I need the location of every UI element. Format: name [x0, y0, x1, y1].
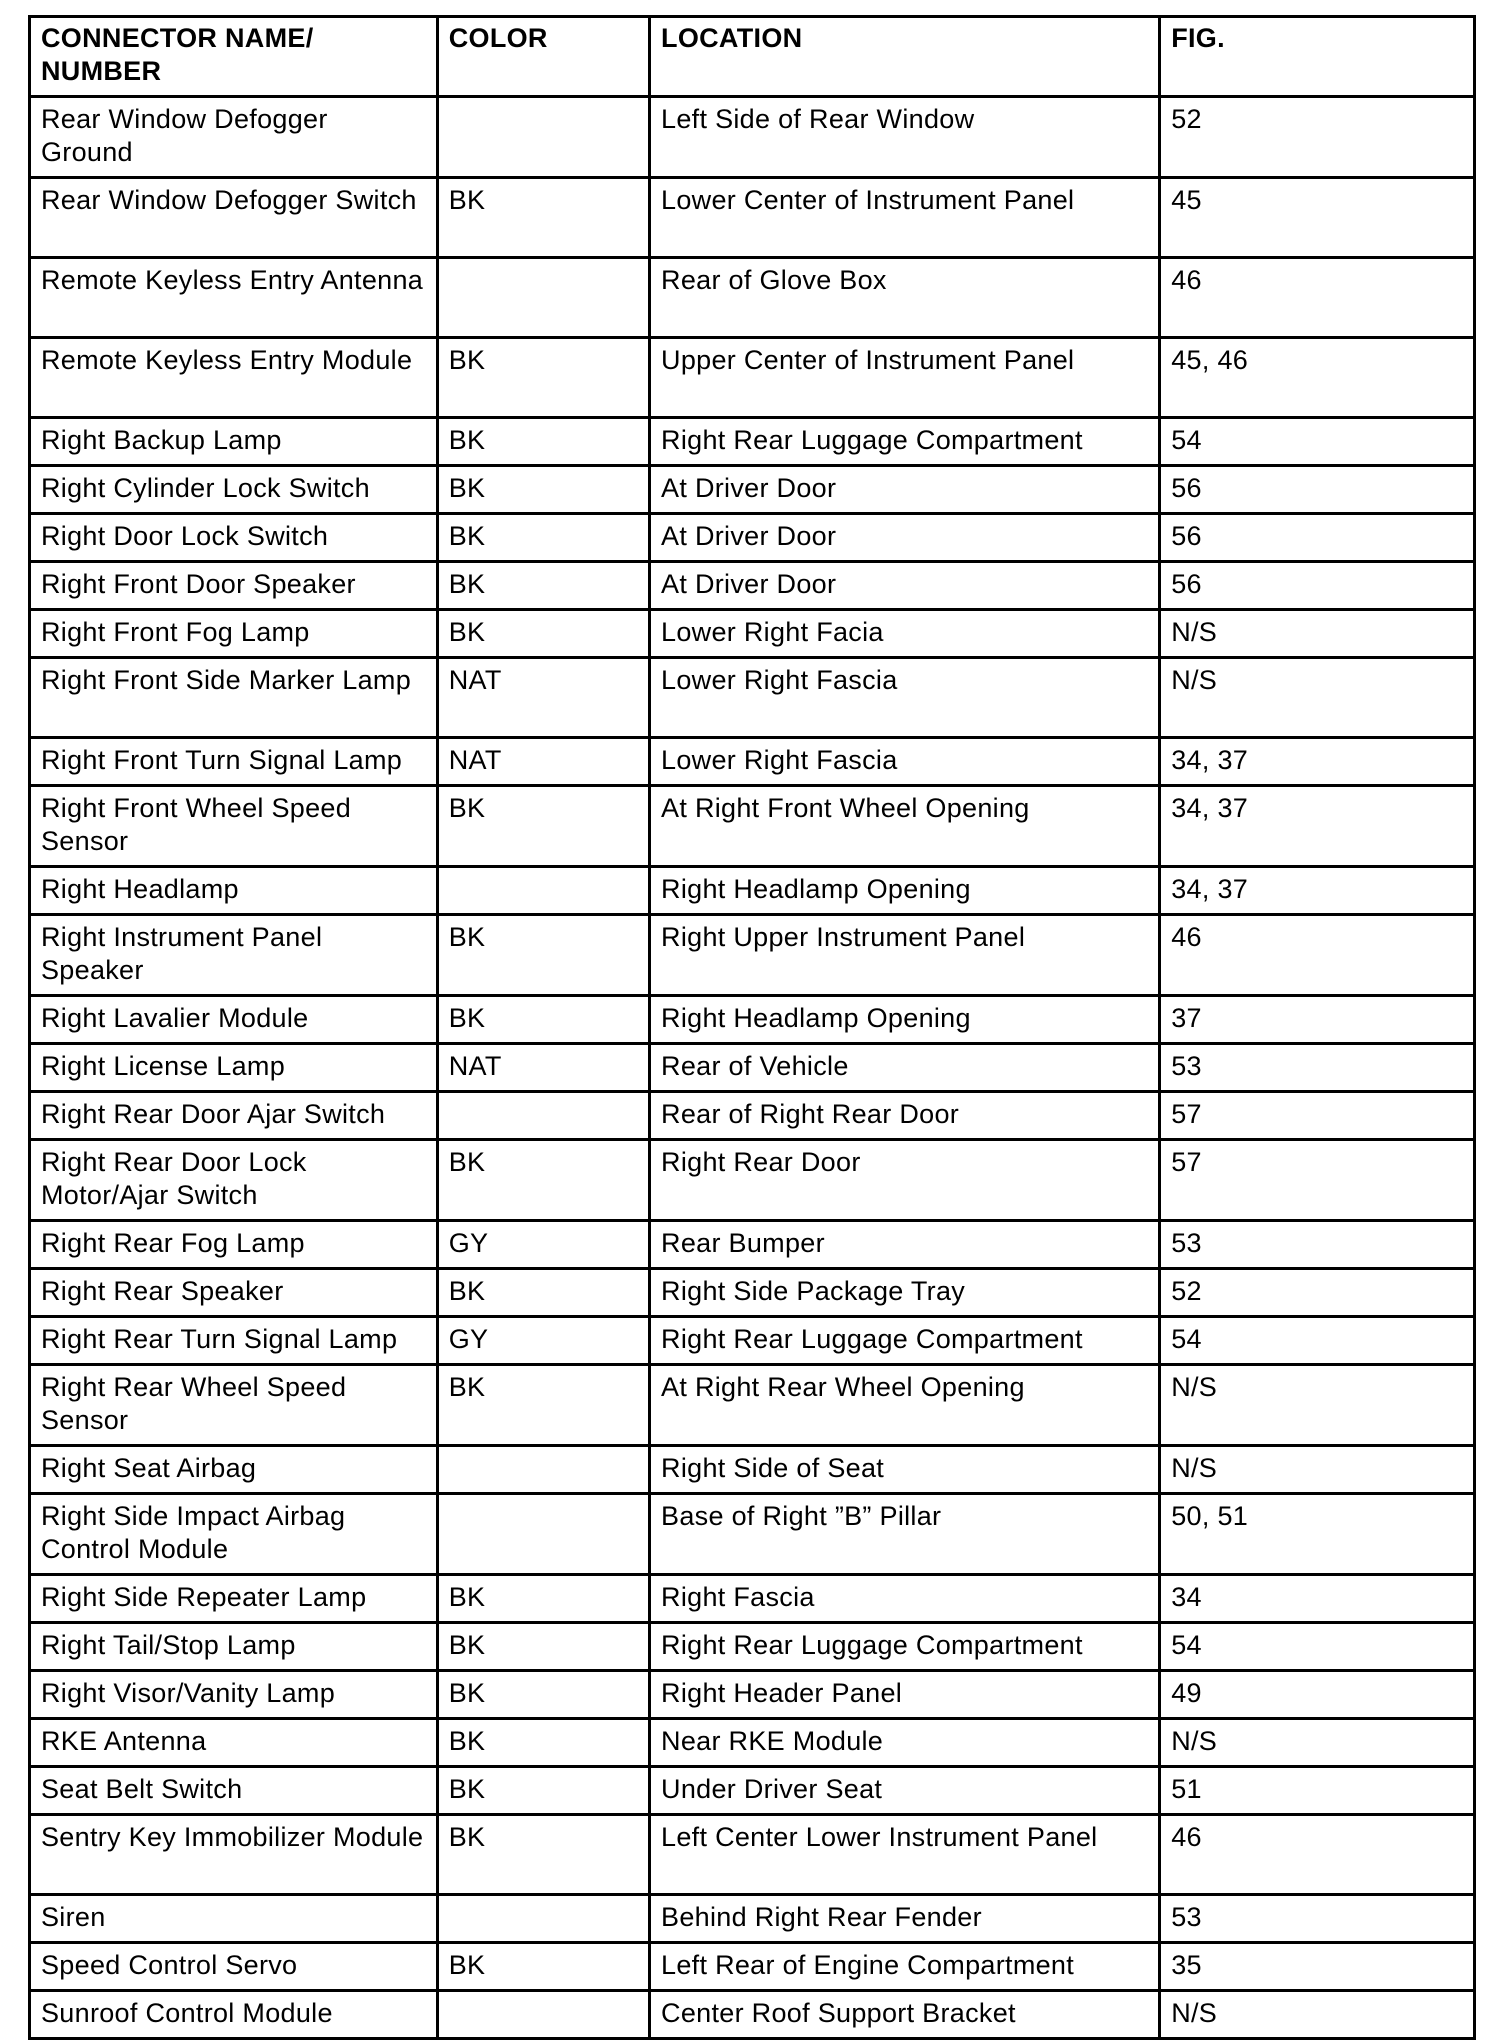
cell-color: BK	[437, 1365, 649, 1446]
cell-color: BK	[437, 514, 649, 562]
cell-connector-name: Speed Control Servo	[30, 1943, 438, 1991]
cell-connector-name: Right Rear Fog Lamp	[30, 1221, 438, 1269]
table-row	[30, 1044, 1475, 1092]
cell-fig: 56	[1160, 514, 1475, 562]
cell-fig: 53	[1160, 1044, 1475, 1092]
cell-fig: 45	[1160, 178, 1475, 258]
cell-color: BK	[437, 338, 649, 418]
cell-color	[437, 1991, 649, 2039]
cell-fig: 54	[1160, 1317, 1475, 1365]
cell-location: Left Center Lower Instrument Panel	[650, 1815, 1160, 1895]
cell-color: GY	[437, 1221, 649, 1269]
cell-location: At Driver Door	[650, 562, 1160, 610]
cell-location: Behind Right Rear Fender	[650, 1895, 1160, 1943]
table-row	[30, 996, 1475, 1044]
cell-fig: 56	[1160, 466, 1475, 514]
table-row	[30, 1719, 1475, 1767]
cell-color: BK	[437, 562, 649, 610]
cell-location: Right Side of Seat	[650, 1446, 1160, 1494]
table-body	[30, 97, 1475, 2039]
cell-connector-name: Remote Keyless Entry Module	[30, 338, 438, 418]
cell-location: At Right Front Wheel Opening	[650, 786, 1160, 867]
cell-connector-name: Siren	[30, 1895, 438, 1943]
cell-fig: 34, 37	[1160, 738, 1475, 786]
cell-fig: 34, 37	[1160, 786, 1475, 867]
cell-connector-name: Right Front Turn Signal Lamp	[30, 738, 438, 786]
table-row	[30, 562, 1475, 610]
cell-connector-name: Remote Keyless Entry Antenna	[30, 258, 438, 338]
cell-connector-name: Sunroof Control Module	[30, 1991, 438, 2039]
table-row	[30, 418, 1475, 466]
cell-connector-name: Sentry Key Immobilizer Module	[30, 1815, 438, 1895]
cell-color: BK	[437, 786, 649, 867]
table-row	[30, 786, 1475, 867]
cell-connector-name: Right Headlamp	[30, 867, 438, 915]
cell-fig: N/S	[1160, 1719, 1475, 1767]
table-row	[30, 1269, 1475, 1317]
cell-location: At Driver Door	[650, 514, 1160, 562]
cell-fig: 52	[1160, 97, 1475, 178]
cell-color: BK	[437, 610, 649, 658]
cell-fig: 56	[1160, 562, 1475, 610]
table-row	[30, 867, 1475, 915]
cell-color: NAT	[437, 658, 649, 738]
cell-connector-name: Right Tail/Stop Lamp	[30, 1623, 438, 1671]
cell-color: BK	[437, 178, 649, 258]
cell-fig: 54	[1160, 418, 1475, 466]
cell-location: Right Header Panel	[650, 1671, 1160, 1719]
cell-location: Right Rear Luggage Compartment	[650, 418, 1160, 466]
cell-color: BK	[437, 1719, 649, 1767]
cell-color: BK	[437, 1943, 649, 1991]
cell-connector-name: Right Backup Lamp	[30, 418, 438, 466]
cell-color: GY	[437, 1317, 649, 1365]
header-location: LOCATION	[650, 17, 1160, 97]
cell-connector-name: Right Instrument Panel Speaker	[30, 915, 438, 996]
cell-connector-name: Rear Window Defogger Switch	[30, 178, 438, 258]
cell-fig: 45, 46	[1160, 338, 1475, 418]
table-row	[30, 658, 1475, 738]
cell-connector-name: Right License Lamp	[30, 1044, 438, 1092]
cell-fig: N/S	[1160, 658, 1475, 738]
table-row	[30, 1365, 1475, 1446]
cell-location: Rear of Vehicle	[650, 1044, 1160, 1092]
cell-fig: 37	[1160, 996, 1475, 1044]
cell-color	[437, 867, 649, 915]
table-row	[30, 258, 1475, 338]
cell-connector-name: RKE Antenna	[30, 1719, 438, 1767]
cell-connector-name: Right Rear Speaker	[30, 1269, 438, 1317]
cell-connector-name: Right Rear Door Lock Motor/Ajar Switch	[30, 1140, 438, 1221]
cell-location: Right Headlamp Opening	[650, 996, 1160, 1044]
table-row	[30, 514, 1475, 562]
table-row	[30, 1575, 1475, 1623]
cell-location: Under Driver Seat	[650, 1767, 1160, 1815]
table-row	[30, 915, 1475, 996]
cell-location: Right Fascia	[650, 1575, 1160, 1623]
cell-connector-name: Right Cylinder Lock Switch	[30, 466, 438, 514]
table-row	[30, 1317, 1475, 1365]
cell-fig: 35	[1160, 1943, 1475, 1991]
cell-color	[437, 1494, 649, 1575]
cell-connector-name: Right Rear Door Ajar Switch	[30, 1092, 438, 1140]
cell-location: Base of Right ”B” Pillar	[650, 1494, 1160, 1575]
cell-fig: 49	[1160, 1671, 1475, 1719]
cell-color: NAT	[437, 738, 649, 786]
cell-connector-name: Right Rear Turn Signal Lamp	[30, 1317, 438, 1365]
table-row	[30, 610, 1475, 658]
cell-location: Rear of Glove Box	[650, 258, 1160, 338]
cell-color: BK	[437, 1767, 649, 1815]
table-row	[30, 1494, 1475, 1575]
cell-fig: N/S	[1160, 1991, 1475, 2039]
cell-color: BK	[437, 466, 649, 514]
cell-location: Right Headlamp Opening	[650, 867, 1160, 915]
cell-color	[437, 97, 649, 178]
table-row	[30, 466, 1475, 514]
cell-fig: 53	[1160, 1221, 1475, 1269]
cell-location: Near RKE Module	[650, 1719, 1160, 1767]
cell-color	[437, 258, 649, 338]
cell-connector-name: Right Visor/Vanity Lamp	[30, 1671, 438, 1719]
cell-fig: 53	[1160, 1895, 1475, 1943]
cell-color	[437, 1446, 649, 1494]
table-row	[30, 1140, 1475, 1221]
cell-location: Right Rear Luggage Compartment	[650, 1623, 1160, 1671]
cell-location: Right Rear Luggage Compartment	[650, 1317, 1160, 1365]
table-row	[30, 1623, 1475, 1671]
cell-fig: N/S	[1160, 1446, 1475, 1494]
cell-color	[437, 1092, 649, 1140]
cell-location: Upper Center of Instrument Panel	[650, 338, 1160, 418]
cell-fig: 34, 37	[1160, 867, 1475, 915]
cell-color: BK	[437, 1140, 649, 1221]
header-color: COLOR	[437, 17, 649, 97]
cell-fig: 57	[1160, 1092, 1475, 1140]
cell-fig: 50, 51	[1160, 1494, 1475, 1575]
cell-connector-name: Right Seat Airbag	[30, 1446, 438, 1494]
cell-color: BK	[437, 1575, 649, 1623]
cell-fig: 51	[1160, 1767, 1475, 1815]
cell-location: Right Rear Door	[650, 1140, 1160, 1221]
cell-connector-name: Right Door Lock Switch	[30, 514, 438, 562]
cell-connector-name: Right Front Door Speaker	[30, 562, 438, 610]
table-row	[30, 1767, 1475, 1815]
table-row	[30, 1943, 1475, 1991]
cell-location: Right Side Package Tray	[650, 1269, 1160, 1317]
cell-connector-name: Right Lavalier Module	[30, 996, 438, 1044]
table-row	[30, 97, 1475, 178]
table-row	[30, 338, 1475, 418]
cell-color: BK	[437, 1623, 649, 1671]
table-row	[30, 178, 1475, 258]
cell-location: Lower Right Fascia	[650, 658, 1160, 738]
cell-fig: N/S	[1160, 610, 1475, 658]
cell-color: BK	[437, 1815, 649, 1895]
table-header-row	[30, 17, 1475, 97]
cell-location: Rear Bumper	[650, 1221, 1160, 1269]
cell-fig: 54	[1160, 1623, 1475, 1671]
cell-color: NAT	[437, 1044, 649, 1092]
table-row	[30, 1671, 1475, 1719]
cell-fig: 46	[1160, 1815, 1475, 1895]
table-row	[30, 1446, 1475, 1494]
table-row	[30, 1991, 1475, 2039]
cell-fig: 52	[1160, 1269, 1475, 1317]
cell-location: Left Side of Rear Window	[650, 97, 1160, 178]
cell-location: Rear of Right Rear Door	[650, 1092, 1160, 1140]
table-row	[30, 1815, 1475, 1895]
cell-color: BK	[437, 1671, 649, 1719]
cell-location: Lower Center of Instrument Panel	[650, 178, 1160, 258]
connector-location-table	[28, 15, 1476, 2040]
header-connector-name: CONNECTOR NAME/ NUMBER	[30, 17, 438, 97]
cell-fig: 34	[1160, 1575, 1475, 1623]
cell-location: At Right Rear Wheel Opening	[650, 1365, 1160, 1446]
table-row	[30, 1221, 1475, 1269]
cell-connector-name: Seat Belt Switch	[30, 1767, 438, 1815]
cell-fig: 57	[1160, 1140, 1475, 1221]
cell-location: Center Roof Support Bracket	[650, 1991, 1160, 2039]
table-row	[30, 738, 1475, 786]
cell-connector-name: Right Front Fog Lamp	[30, 610, 438, 658]
cell-location: Left Rear of Engine Compartment	[650, 1943, 1160, 1991]
cell-color: BK	[437, 996, 649, 1044]
cell-connector-name: Rear Window Defogger Ground	[30, 97, 438, 178]
cell-location: Lower Right Facia	[650, 610, 1160, 658]
header-fig: FIG.	[1160, 17, 1475, 97]
cell-location: Lower Right Fascia	[650, 738, 1160, 786]
cell-color: BK	[437, 915, 649, 996]
cell-color: BK	[437, 1269, 649, 1317]
cell-connector-name: Right Front Wheel Speed Sensor	[30, 786, 438, 867]
cell-fig: 46	[1160, 915, 1475, 996]
cell-location: Right Upper Instrument Panel	[650, 915, 1160, 996]
cell-connector-name: Right Side Impact Airbag Control Module	[30, 1494, 438, 1575]
cell-fig: 46	[1160, 258, 1475, 338]
cell-connector-name: Right Front Side Marker Lamp	[30, 658, 438, 738]
cell-location: At Driver Door	[650, 466, 1160, 514]
table-row	[30, 1092, 1475, 1140]
cell-color: BK	[437, 418, 649, 466]
cell-connector-name: Right Rear Wheel Speed Sensor	[30, 1365, 438, 1446]
cell-connector-name: Right Side Repeater Lamp	[30, 1575, 438, 1623]
cell-fig: N/S	[1160, 1365, 1475, 1446]
